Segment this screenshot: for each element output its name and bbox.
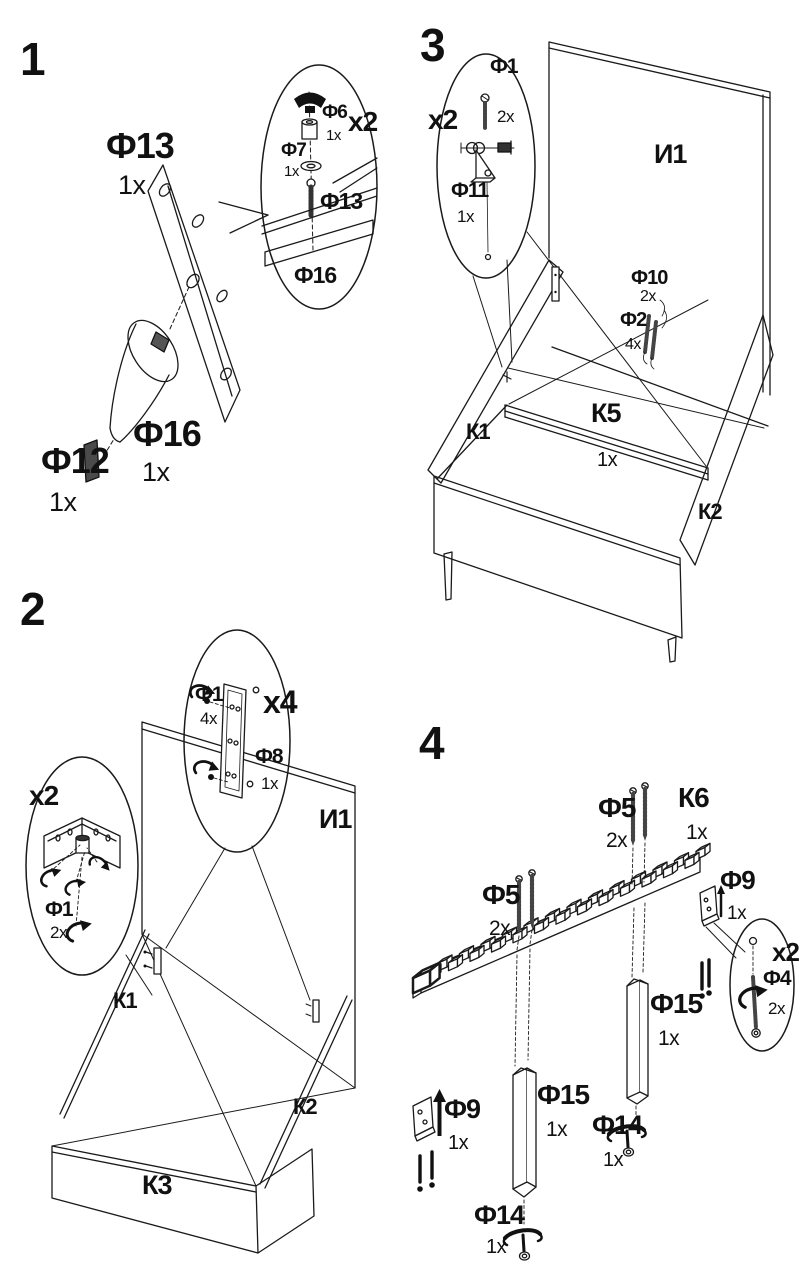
step4-f4-count: 2x — [768, 999, 785, 1018]
step3-k1-label: К1 — [466, 419, 490, 444]
step3-detail-f1-code: Ф1 — [490, 55, 518, 78]
step1-f12-count: 1x — [49, 487, 77, 517]
step4-f15-right-code: Ф15 — [650, 988, 703, 1019]
step3-detail-f11-count: 1x — [457, 207, 474, 226]
step3-detail-multiplier: x2 — [428, 104, 458, 135]
step4-f5-left-code: Ф5 — [482, 879, 520, 910]
step3-number: 3 — [420, 19, 445, 71]
step4-f14-center-code: Ф14 — [474, 1200, 525, 1230]
step3-f10-count: 2x — [640, 288, 656, 305]
step4-f5-left-count: 2x — [489, 917, 511, 940]
step3-k5-code: К5 — [591, 398, 621, 428]
step4-f15-right-count: 1x — [658, 1027, 680, 1050]
step2-bracket-f8-count: 1x — [261, 774, 278, 793]
step1-detail-f16-code: Ф16 — [294, 262, 337, 288]
step2-panel-label: И1 — [319, 804, 352, 834]
step4-f4-code: Ф4 — [763, 967, 791, 990]
step3-k5-count: 1x — [597, 449, 618, 471]
step2-bracket-f1-count: 4x — [200, 709, 217, 728]
step1-f12-code: Ф12 — [41, 440, 109, 481]
step2-bracket-multiplier: x4 — [263, 684, 297, 720]
step2-k3-label: К3 — [142, 1170, 172, 1200]
step4-f9-left-count: 1x — [448, 1132, 469, 1154]
step1-f16-count: 1x — [142, 457, 170, 487]
step1-detail-f7-count: 1x — [284, 163, 299, 180]
step4-f14-center-count: 1x — [486, 1236, 507, 1258]
step4-f5-top-count: 2x — [606, 829, 628, 852]
step1-detail-f7-code: Ф7 — [281, 140, 306, 161]
step4-f9-right-count: 1x — [727, 903, 747, 924]
step1-f16-code: Ф16 — [133, 413, 201, 454]
step1-detail-f6-code: Ф6 — [322, 102, 347, 123]
step4-f14-right-count: 1x — [603, 1149, 624, 1171]
step4-f15-center-code: Ф15 — [537, 1079, 590, 1110]
step4-k6-code: К6 — [678, 782, 709, 813]
step1-detail-f13-code: Ф13 — [320, 188, 363, 214]
step2-corner-f1-code: Ф1 — [45, 898, 73, 921]
step3-k2-label: К2 — [698, 499, 722, 524]
step2-bracket-f8-code: Ф8 — [255, 745, 283, 768]
step1-f13-code: Ф13 — [106, 125, 174, 166]
step2-k1-label: К1 — [113, 988, 137, 1013]
step3-detail-f1-count: 2x — [497, 107, 514, 126]
step4-drawing — [413, 783, 794, 1260]
step4-f9-right-code: Ф9 — [720, 865, 755, 895]
step4-number: 4 — [419, 717, 444, 769]
step2-corner-f1-count: 2x — [50, 923, 67, 942]
step4-f5-top-code: Ф5 — [598, 792, 636, 823]
step2-drawing — [26, 630, 355, 1253]
step3-f10-code: Ф10 — [631, 267, 668, 289]
step2-corner-multiplier: x2 — [29, 780, 59, 811]
step4-f14-right-code: Ф14 — [592, 1110, 643, 1140]
step4-k6-count: 1x — [686, 821, 708, 844]
step3-f2-count: 4x — [625, 336, 641, 353]
step2-number: 2 — [20, 583, 45, 635]
step3-f2-code: Ф2 — [620, 309, 647, 331]
step3-panel-label: И1 — [654, 139, 687, 169]
step2-k2-label: К2 — [293, 1094, 317, 1119]
step1-number: 1 — [20, 33, 45, 85]
step3-drawing — [428, 42, 773, 662]
step4-f9-left-code: Ф9 — [444, 1094, 481, 1124]
step4-screw-detail-multiplier: x2 — [772, 937, 799, 967]
step1-f13-count: 1x — [118, 170, 146, 200]
step1-detail-f6-count: 1x — [326, 127, 341, 144]
step1-detail-multiplier: x2 — [348, 106, 378, 137]
step2-bracket-f1-code: Ф1 — [195, 683, 223, 706]
step3-detail-f11-code: Ф11 — [451, 179, 489, 202]
step4-f15-center-count: 1x — [546, 1118, 568, 1141]
